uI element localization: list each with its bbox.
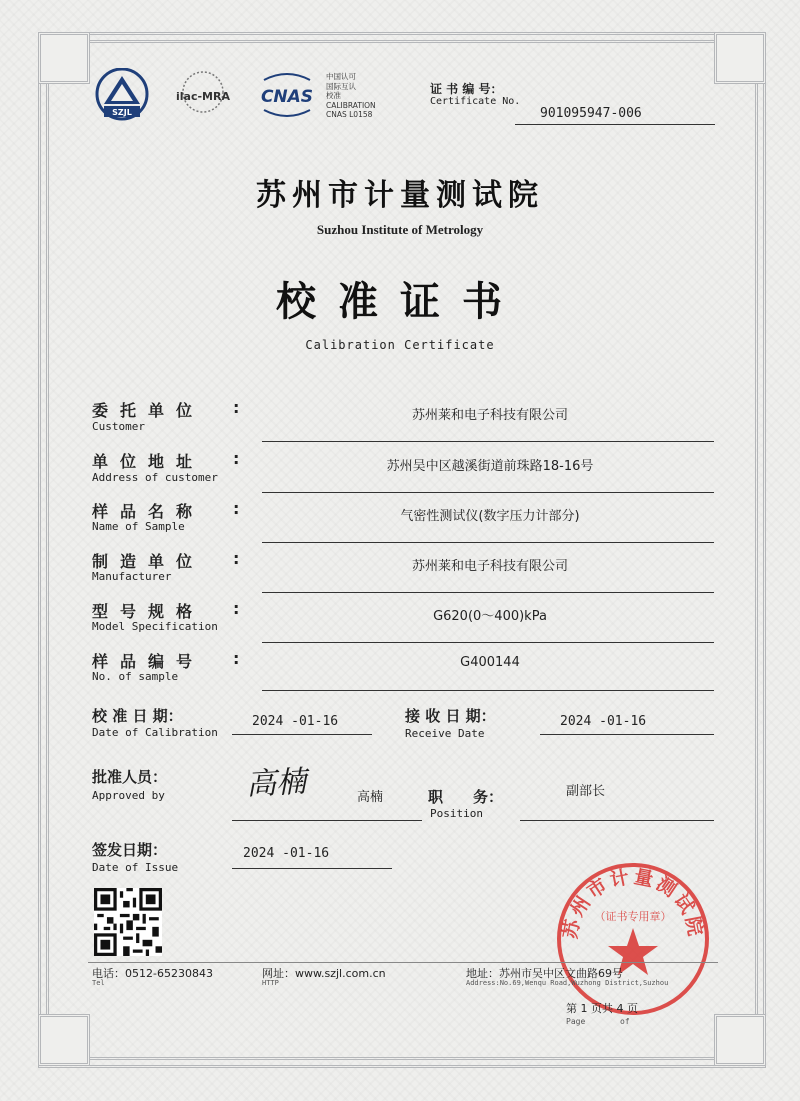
certificate-title-cn: 校准证书 (276, 279, 524, 325)
institute-name-cn: 苏州市计量测试院 (256, 178, 544, 213)
approver-rule (232, 820, 422, 821)
footer-web-label: 网址： (262, 967, 295, 980)
field-label-cn: 样品名称 (92, 502, 205, 521)
field-rule (262, 592, 714, 593)
field-rule (262, 690, 714, 691)
footer-web-value: www.szjl.com.cn (295, 967, 386, 980)
issue-date-label-cn: 签发日期： (92, 841, 168, 859)
certificate-number: 901095947-006 (540, 106, 642, 121)
field-value-address: 苏州吴中区越溪街道前珠路18-16号 (386, 459, 594, 474)
cnas-line: 校准 (326, 91, 341, 100)
issue-date-rule (232, 868, 392, 869)
szjl-logo-text: SZJL (112, 108, 132, 117)
cnas-line: 国际互认 (326, 81, 356, 91)
frame-corner (714, 32, 766, 84)
footer-rule (88, 962, 718, 963)
frame-corner (714, 1014, 766, 1066)
position-label-cn: 职 务： (428, 788, 504, 806)
page-total: 4 (616, 1002, 624, 1015)
field-colon: : (233, 398, 240, 417)
institute-name-en: Suzhou Institute of Metrology (316, 222, 484, 237)
field-label-en: Customer (92, 420, 145, 433)
seal-middle-text: （证书专用章） (594, 910, 672, 923)
cnas-line: CNAS L0158 (326, 110, 373, 119)
approver-name: 高楠 (357, 790, 384, 805)
page-en-left: Page (566, 1017, 586, 1026)
footer-web-en: HTTP (262, 979, 279, 987)
footer-tel-label: 电话： (92, 967, 125, 980)
field-rule (262, 542, 714, 543)
qr-code (94, 888, 162, 956)
page-en-right: of (620, 1017, 630, 1026)
footer-tel (92, 965, 213, 981)
footer-tel-value: 0512-65230843 (125, 967, 213, 980)
frame-corner (38, 1014, 90, 1066)
field-colon: : (233, 499, 240, 518)
field-colon: : (233, 599, 240, 618)
field-rule (262, 642, 714, 643)
approved-by-label-en: Approved by (92, 789, 165, 802)
receive-date-rule (540, 734, 714, 735)
field-value-sample-name: 气密性测试仪(数字压力计部分) (400, 509, 580, 524)
approver-signature: 高楠 (245, 764, 308, 803)
szjl-logo (92, 68, 154, 122)
cnas-logo (254, 72, 320, 120)
official-seal (552, 858, 714, 1020)
footer-address-value: 苏州市吴中区文曲路69号 (499, 967, 623, 980)
position-label-en: Position (430, 807, 483, 820)
certificate-title-en: Calibration Certificate (305, 338, 495, 352)
field-colon: : (233, 649, 240, 668)
page-counter (566, 1000, 638, 1016)
field-label-cn: 型号规格 (92, 602, 205, 621)
calibration-date-label-cn: 校 准 日 期： (92, 707, 183, 725)
field-value-customer: 苏州莱和电子科技有限公司 (411, 408, 568, 423)
approved-by-label-cn: 批准人员： (92, 768, 168, 786)
calibration-date-rule (232, 734, 372, 735)
field-label-cn: 委托单位 (92, 401, 205, 420)
field-rule (262, 441, 714, 442)
receive-date-label-cn: 接 收 日 期： (405, 707, 496, 725)
position-value: 副部长 (566, 784, 606, 799)
frame-corner (38, 32, 90, 84)
field-value-manufacturer: 苏州莱和电子科技有限公司 (411, 559, 568, 574)
footer-web (262, 965, 386, 981)
issue-date-label-en: Date of Issue (92, 861, 179, 874)
footer-tel-en: Tel (92, 979, 105, 987)
page-prefix: 第 (566, 1002, 577, 1015)
field-value-sample-no: G400144 (460, 655, 520, 670)
field-label-cn: 样品编号 (92, 652, 205, 671)
field-label-cn: 单位地址 (92, 452, 205, 471)
calibration-date-label-en: Date of Calibration (92, 726, 218, 739)
field-colon: : (233, 449, 240, 468)
receive-date-label-en: Receive Date (405, 727, 485, 740)
certificate-no-label-en: Certificate No. (430, 96, 521, 107)
issue-date: 2024 -01-16 (243, 846, 330, 861)
field-label-cn: 制造单位 (92, 552, 205, 571)
certificate-no-rule (515, 124, 715, 125)
field-rule (262, 492, 714, 493)
field-value-model: G620(0～400)kPa (433, 609, 547, 624)
footer-address-label: 地址： (466, 967, 499, 980)
field-label-en: Manufacturer (92, 570, 172, 583)
field-colon: : (233, 549, 240, 568)
ilac-logo-text: ilac-MRA (176, 90, 230, 103)
seal-top-text: 苏州市计量测试院 (559, 865, 707, 941)
page-number: 1 (580, 1002, 588, 1015)
field-label-en: Model Specification (92, 620, 218, 633)
receive-date: 2024 -01-16 (560, 714, 647, 729)
certificate-no-label-cn: 证 书 编 号： (430, 82, 503, 96)
field-label-en: No. of sample (92, 670, 179, 683)
cnas-logo-text: CNAS (260, 87, 314, 107)
calibration-date: 2024 -01-16 (252, 714, 339, 729)
cnas-line: 中国认可 (326, 72, 356, 81)
cnas-line: CALIBRATION (326, 100, 376, 110)
position-rule (520, 820, 714, 821)
footer-address-en: Address:No.69,Wenqu Road,Wuzhong District,Suzhou (466, 979, 669, 987)
field-label-en: Name of Sample (92, 520, 185, 533)
page-mid: 页共 (591, 1002, 613, 1015)
page-suffix: 页 (627, 1002, 638, 1015)
field-label-en: Address of customer (92, 471, 218, 484)
ilac-mra-logo (170, 70, 236, 120)
cnas-text-block (326, 72, 376, 120)
